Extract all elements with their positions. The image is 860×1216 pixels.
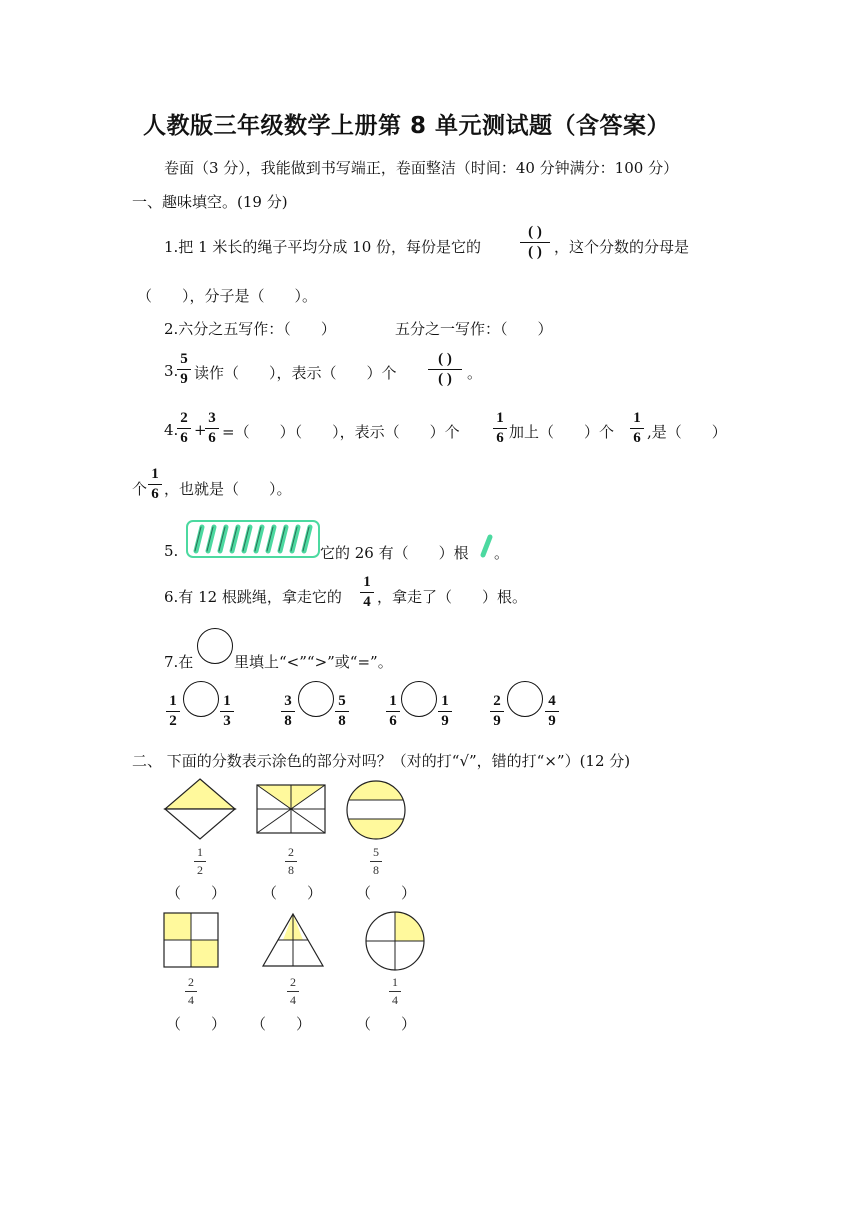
figure-circle-quarters [364,910,426,972]
figure5-label: 2 4 [287,975,299,1008]
q6-text-a: 6.有 12 根跳绳，拿走它的 [164,588,342,606]
figure-diamond [163,777,237,841]
fraction-5-9: 5 9 [177,351,191,388]
figure-circle-stripes [345,779,407,841]
q4-line2-a: 个 [132,480,148,498]
q3-text: 读作（ ），表示（ ）个 [194,364,397,382]
plus-sign: + [194,421,207,439]
q5-end: 。 [494,544,510,562]
q2-text-a: 2.六分之五写作：（ ） [164,320,336,338]
q4-equation: =（ ）（ ），表示（ ）个 [222,423,460,441]
q6-text-b: ，拿走了（ ）根。 [377,588,528,606]
fraction-1-6-a: 1 6 [493,410,507,447]
compare2-circle[interactable] [298,681,334,717]
answer-blank-5[interactable]: （ ） [251,1015,312,1033]
q4-mid: 加上（ ）个 [509,423,615,441]
answer-blank-4[interactable]: （ ） [166,1015,227,1033]
figure2-label: 2 8 [285,845,297,878]
answer-blank-1[interactable]: （ ） [166,884,227,902]
answer-blank-2[interactable]: （ ） [262,884,323,902]
q3-blank-fraction[interactable]: ( ) ( ) [428,351,462,388]
fraction-1-4: 1 4 [360,574,374,611]
q4-number: 4. [164,421,179,439]
compare1-left-fraction: 1 2 [166,693,180,730]
compare3-circle[interactable] [401,681,437,717]
sticks-bundle-image [186,520,320,558]
compare1-circle[interactable] [183,681,219,717]
answer-blank-6[interactable]: （ ） [356,1015,417,1033]
compare1-right-fraction: 1 3 [220,693,234,730]
figure-rectangle-eighths [256,784,326,834]
compare4-left-fraction: 2 9 [490,693,504,730]
intro-text: 卷面（3 分），我能做到书写端正，卷面整洁（时间：40 分钟满分：100 分） [164,159,679,177]
q5-text: 它的 26 有（ ）根 [320,544,469,562]
q1-text-a: 1.把 1 米长的绳子平均分成 10 份，每份是它的 [164,238,482,256]
compare3-left-fraction: 1 6 [386,693,400,730]
section1-heading: 一、趣味填空。(19 分) [132,193,288,211]
section2-heading: 二、 下面的分数表示涂色的部分对吗？（对的打“√”，错的打“×”）(12 分) [132,752,631,770]
q1-blank-fraction[interactable]: ( ) ( ) [520,224,550,261]
q1-line2: （ ），分子是（ ）。 [137,287,318,305]
q2-text-b: 五分之一写作：（ ） [395,320,553,338]
q4-line2-b: ，也就是（ ）。 [164,480,292,498]
figure4-label: 2 4 [185,975,197,1008]
q3-end: 。 [467,364,483,382]
page-title: 人教版三年级数学上册第 8 单元测试题（含答案） [143,113,671,139]
compare2-left-fraction: 3 8 [281,693,295,730]
q1-text-b: ，这个分数的分母是 [554,238,690,256]
figure-triangle [261,912,325,968]
figure1-label: 1 2 [194,845,206,878]
q4-end: ,是（ ） [647,423,727,441]
q7-text-a: 7.在 [164,653,194,671]
compare3-right-fraction: 1 9 [438,693,452,730]
q5-number: 5. [164,542,179,560]
compare4-circle[interactable] [507,681,543,717]
compare4-right-fraction: 4 9 [545,693,559,730]
fraction-1-6-b: 1 6 [630,410,644,447]
single-stick-image [480,534,494,558]
fraction-3-6: 3 6 [205,410,219,447]
fraction-1-6-c: 1 6 [148,466,162,503]
figure-square-quarters [163,912,219,968]
answer-blank-3[interactable]: （ ） [356,884,417,902]
figure3-label: 5 8 [370,845,382,878]
compare-circle-example [197,628,233,664]
q3-number: 3. [164,362,179,380]
fraction-2-6: 2 6 [177,410,191,447]
q7-text-b: 里填上“<”“>”或“=”。 [234,653,393,671]
figure6-label: 1 4 [389,975,401,1008]
compare2-right-fraction: 5 8 [335,693,349,730]
